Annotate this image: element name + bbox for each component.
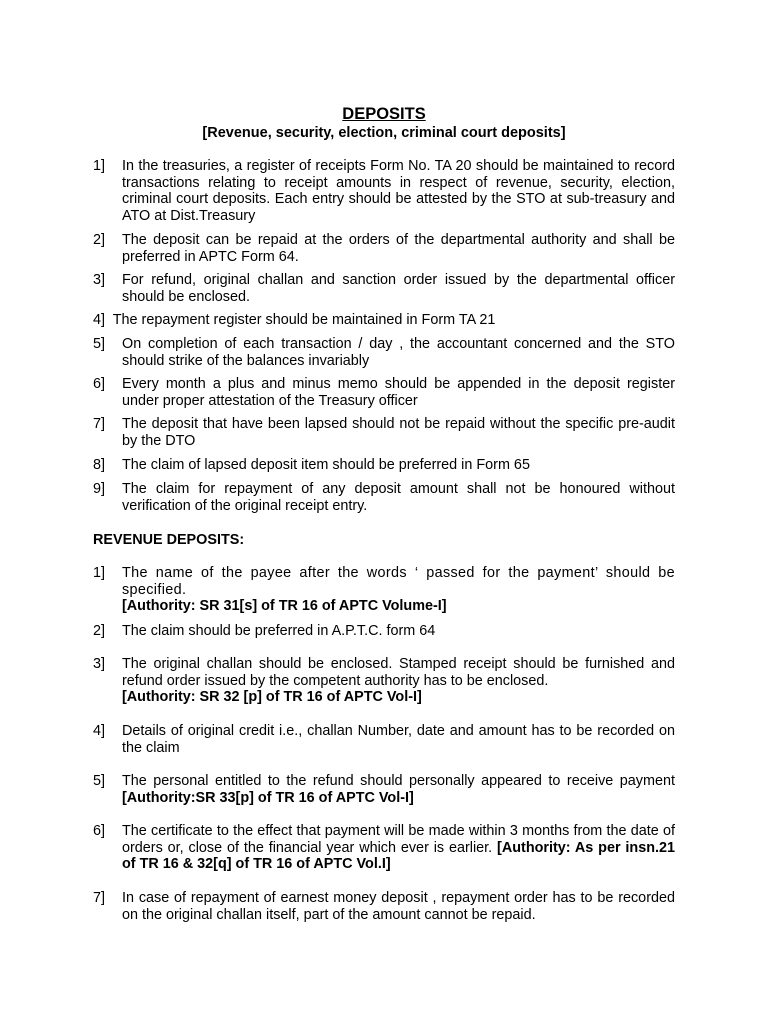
document-title: DEPOSITS [342, 105, 426, 123]
item-number: 7] [93, 416, 106, 432]
item-text: The deposit can be repaid at the orders of the departmental authority and shall be preferred in APTC Form 64. [122, 232, 675, 265]
item-number: 7] [93, 890, 106, 906]
item-number: 4] [93, 723, 106, 739]
item-number: 4] [93, 312, 106, 328]
item-number: 3] [93, 656, 106, 672]
item-number: 9] [93, 481, 106, 497]
list-item [93, 481, 675, 514]
item-text: Every month a plus and minus memo should be appended in the deposit register under proper attestation of the Treasury officer [122, 376, 675, 409]
list-item [93, 416, 675, 449]
list-item [93, 723, 675, 756]
item-text: The claim should be preferred in A.P.T.C. form 64 [122, 623, 436, 639]
list-item [93, 272, 675, 305]
document-subtitle: [Revenue, security, election, criminal court deposits] [202, 125, 566, 141]
item-text: The deposit that have been lapsed should not be repaid without the specific pre-audit by the DTO [122, 416, 675, 449]
item-number: 5] [93, 336, 106, 352]
item-text: The claim of lapsed deposit item should be preferred in Form 65 [122, 457, 530, 473]
list-item [93, 312, 675, 329]
list-item [93, 773, 675, 806]
item-text-block [122, 823, 675, 873]
authority-reference: [Authority: SR 31[s] of TR 16 of APTC Volume-I] [122, 598, 447, 615]
item-text: The original challan should be enclosed. Stamped receipt should be furnished and refund order issued by the competent authority has to be enclosed. [122, 656, 675, 689]
list-item [93, 823, 675, 873]
item-text: The claim for repayment of any deposit amount shall not be honoured without verification of the original receipt entry. [122, 481, 675, 514]
item-text: In the treasuries, a register of receipts Form No. TA 20 should be maintained to record transactions relating to receipt amounts in respect of revenue, security, election, criminal court deposits. Each entry should be attested by the STO at sub-treasury and ATO at Dist.Treasury [122, 158, 675, 224]
item-number: 6] [93, 376, 106, 392]
list-item [93, 565, 675, 615]
item-number: 6] [93, 823, 106, 839]
list-item [93, 158, 675, 224]
item-text-block [122, 773, 675, 806]
item-number: 5] [93, 773, 106, 789]
item-text: Details of original credit i.e., challan Number, date and amount has to be recorded on the claim [122, 723, 675, 756]
list-item [93, 623, 675, 640]
section-heading: REVENUE DEPOSITS: [93, 532, 245, 548]
authority-reference: [Authority: As per insn.21 of TR 16 & 32[q] of TR 16 of APTC Vol.I] [122, 839, 676, 873]
item-text: The certificate to the effect that payment will be made within 3 months from the date of orders or, close of the financial year which ever is earlier. [122, 823, 675, 856]
item-text: The repayment register should be maintained in Form TA 21 [112, 312, 496, 328]
item-number: 2] [93, 232, 106, 248]
authority-reference: [Authority: SR 32 [p] of TR 16 of APTC Vol-I] [122, 689, 422, 706]
list-item [93, 376, 675, 409]
item-number: 8] [93, 457, 106, 473]
list-item [93, 656, 675, 706]
list-item [93, 232, 675, 265]
item-number: 2] [93, 623, 106, 639]
item-text: The personal entitled to the refund should personally appeared to receive payment [122, 773, 675, 789]
item-text: In case of repayment of earnest money deposit , repayment order has to be recorded on the original challan itself, part of the amount cannot be repaid. [122, 890, 675, 923]
item-text: On completion of each transaction / day , the accountant concerned and the STO should strike of the balances invariably [122, 336, 675, 369]
item-text: The name of the payee after the words ‘ passed for the payment’ should be specified. [122, 565, 675, 598]
item-number: 1] [93, 565, 106, 581]
list-item [93, 890, 675, 923]
item-number: 3] [93, 272, 106, 288]
item-text: For refund, original challan and sanction order issued by the departmental officer should be enclosed. [122, 272, 675, 305]
authority-reference: [Authority:SR 33[p] of TR 16 of APTC Vol-I] [122, 789, 414, 806]
list-item [93, 457, 675, 474]
list-item [93, 336, 675, 369]
item-number: 1] [93, 158, 106, 174]
